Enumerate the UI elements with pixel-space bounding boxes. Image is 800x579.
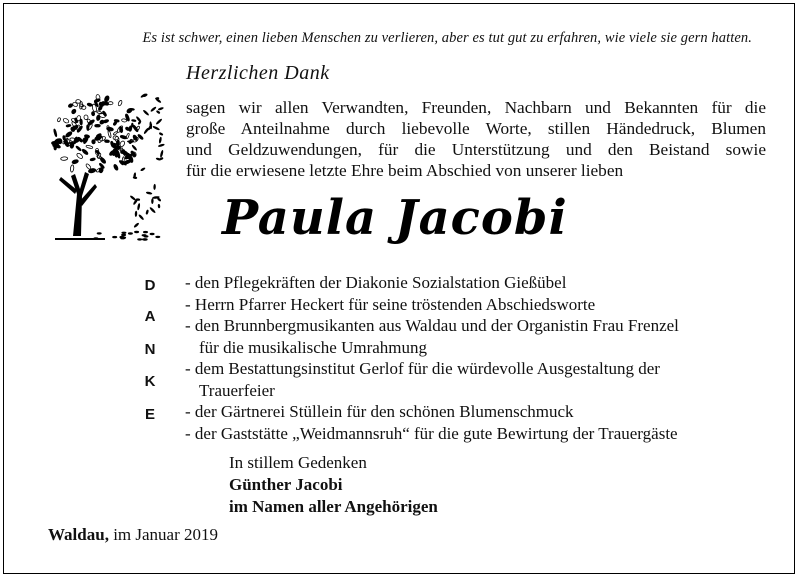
list-item: - dem Bestattungsinstitut Gerlof für die würdevolle Ausgestaltung der — [185, 359, 660, 378]
thanks-heading: Herzlichen Dank — [186, 62, 330, 84]
list-item: - der Gaststätte „Weidmannsruh“ für die gute Bewirtung der Trauergäste — [185, 423, 678, 443]
danke-letter: N — [144, 341, 156, 358]
list-item: - der Gärtnerei Stüllein für den schönen Blumenschmuck — [185, 402, 574, 421]
signature-block — [229, 452, 438, 518]
intro-line: sagen wir allen Verwandten, Freunden, Nachbarn und Bekannten für die — [186, 98, 766, 117]
list-item: - den Pflegekräften der Diakonie Sozialstation Gießübel — [185, 273, 567, 292]
signature-line: im Namen aller Angehörigen — [229, 497, 438, 516]
motto-text: Es ist schwer, einen lieben Menschen zu verlieren, aber es tut gut zu erfahren, wie viele sie gern hatten. — [142, 30, 752, 46]
date-text: im Januar 2019 — [113, 525, 219, 544]
intro-line: große Anteilnahme durch liebevolle Worte, stillen Händedruck, Blumen — [186, 119, 766, 138]
danke-letter: K — [144, 373, 156, 390]
intro-line: für die erwiesene letzte Ehre beim Abschied von unserer lieben — [186, 161, 624, 180]
danke-letter: E — [144, 406, 155, 423]
danke-letter: D — [144, 277, 156, 294]
intro-line: und Geldzuwendungen, für die Unterstützung und den Beistand sowie — [186, 140, 766, 159]
list-item-continuation: für die musikalische Umrahmung — [199, 337, 428, 357]
list-item-continuation: Trauerfeier — [199, 380, 275, 400]
place-date-line — [48, 525, 218, 545]
danke-letter: A — [144, 308, 156, 325]
tree-with-falling-leaves-icon — [35, 84, 165, 244]
signature-name: Günther Jacobi — [229, 475, 343, 494]
signature-line: In stillem Gedenken — [229, 453, 367, 472]
list-item: - den Brunnbergmusikanten aus Waldau und der Organistin Frau Frenzel — [185, 316, 679, 335]
list-item: - Herrn Pfarrer Heckert für seine tröstenden Abschiedsworte — [185, 294, 596, 314]
deceased-name: Paula Jacobi — [222, 190, 568, 246]
thanks-list — [185, 272, 765, 444]
intro-paragraph — [186, 97, 766, 181]
place-text: Waldau, — [48, 525, 109, 544]
